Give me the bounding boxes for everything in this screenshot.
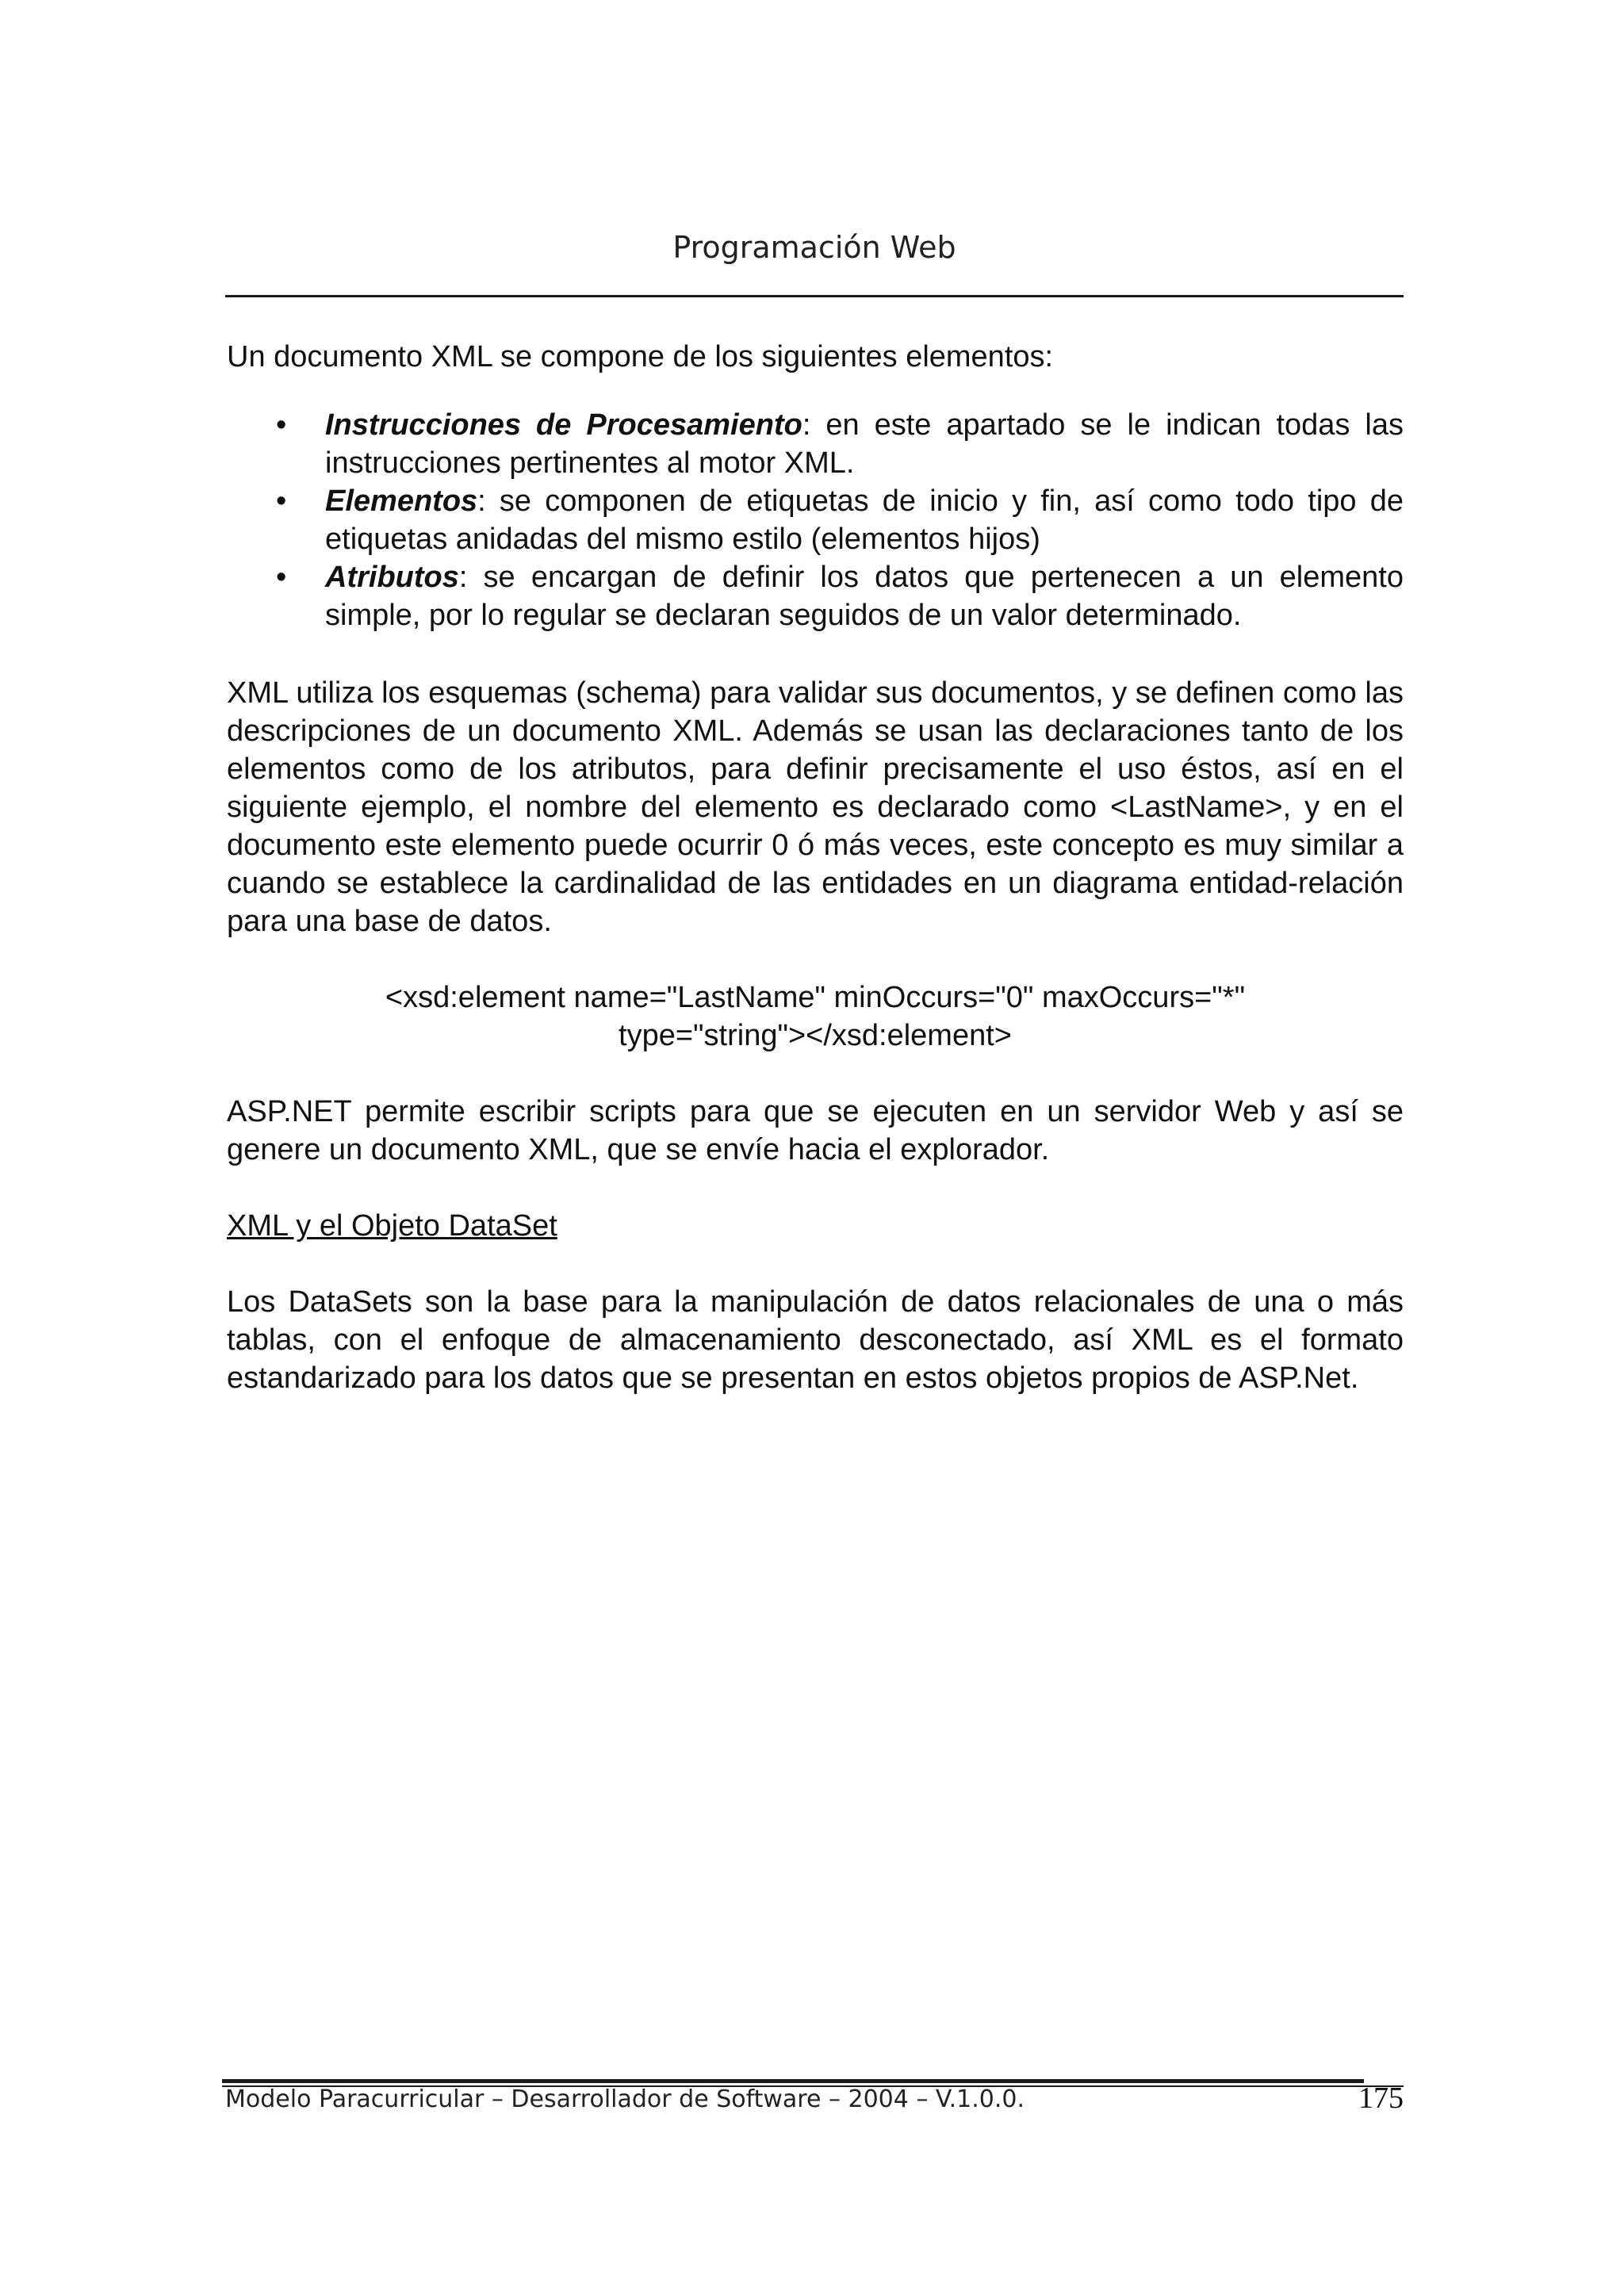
list-item-term: Elementos (325, 484, 478, 518)
xml-elements-list (227, 406, 1404, 634)
code-line: type="string"></xsd:element> (619, 1019, 1012, 1052)
code-example (227, 978, 1404, 1055)
section-heading: XML y el Objeto DataSet (227, 1209, 557, 1243)
schema-paragraph: XML utiliza los esquemas (schema) para validar sus documentos, y se definen como las descripciones de un documento XML. Además se usan las declaraciones tanto de los elementos como de los atributos, para definir precisamente el uso éstos, así en el siguiente ejemplo, el nombre del elemento es declarado como <LastName>, y en el documento este elemento puede ocurrir 0 ó más veces, este concepto es muy similar a cuando se establece la cardinalidad de las entidades en un diagrama entidad-relación para una base de datos. (227, 676, 1404, 938)
footer-text: Modelo Paracurricular – Desarrollador de Software – 2004 – V.1.0.0. (225, 2085, 1025, 2113)
list-item-text: : se componen de etiquetas de inicio y fin, así como todo tipo de etiquetas anidadas del mismo estilo (elementos hijos) (325, 484, 1404, 556)
page-number: 175 (1358, 2081, 1404, 2115)
dataset-paragraph: Los DataSets son la base para la manipulación de datos relacionales de una o más tablas, con el enfoque de almacenamiento desconectado, así XML es el formato estandarizado para los datos que se presentan en estos objetos propios de ASP.Net. (227, 1285, 1404, 1395)
running-header: Programación Web (672, 230, 956, 265)
aspnet-paragraph: ASP.NET permite escribir scripts para que se ejecuten en un servidor Web y así se genere un documento XML, que se envíe hacia el explorador. (227, 1095, 1404, 1166)
code-line: <xsd:element name="LastName" minOccurs="0" maxOccurs="*" (385, 981, 1246, 1014)
list-item (227, 558, 1404, 634)
list-item (227, 406, 1404, 482)
list-item-term: Instrucciones de Procesamiento (325, 408, 802, 442)
bullet-icon: • (276, 484, 287, 518)
header-rule (225, 295, 1404, 297)
intro-paragraph: Un documento XML se compone de los siguientes elementos: (227, 340, 1054, 373)
list-item-text: : se encargan de definir los datos que pertenecen a un elemento simple, por lo regular se declaran seguidos de un valor determinado. (325, 561, 1404, 632)
list-item-term: Atributos (325, 561, 459, 594)
bullet-icon: • (276, 561, 287, 594)
footer-rule (222, 2079, 1364, 2083)
list-item-text: : en este apartado se le indican todas las instrucciones pertinentes al motor XML. (325, 408, 1404, 480)
page-content (227, 338, 1404, 1435)
bullet-icon: • (276, 408, 287, 442)
list-item (227, 482, 1404, 558)
